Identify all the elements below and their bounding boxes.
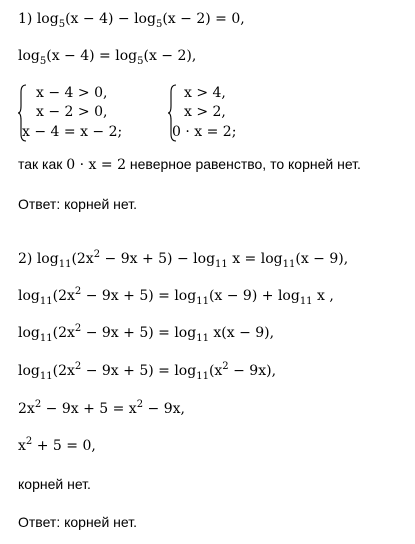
problem2-step5: $x^2 + 5 = 0$, <box>18 436 96 454</box>
problem1-equation: 1) $\log_5(x - 4) - \log_5(x - 2) = 0$, <box>18 11 245 30</box>
problem1-system-2 <box>168 84 278 142</box>
system2-row-2: x > 2, <box>184 104 226 120</box>
system1-row-1: x − 4 > 0, <box>36 85 108 101</box>
problem2-roots: корней нет. <box>18 476 91 492</box>
system2-row-1: x > 4, <box>184 85 226 101</box>
problem2-step4: $2x^2 - 9x + 5 = x^2 - 9x$, <box>18 399 185 417</box>
problem2-equation: 2) $\log_{11}(2x^2 - 9x + 5) - \log_{11} x = \log_{11}(x - 9)$, <box>18 249 349 270</box>
system1-row-3: x − 4 = x − 2; <box>22 124 123 140</box>
system2-row-3: 0 · x = 2; <box>172 124 237 140</box>
problem2-answer: Ответ: корней нет. <box>18 514 137 530</box>
problem2-step2: $\log_{11}(2x^2 - 9x + 5) = \log_{11} x(x - 9)$, <box>18 323 275 344</box>
system1-row-2: x − 2 > 0, <box>36 104 108 120</box>
problem2-step3: $\log_{11}(2x^2 - 9x + 5) = \log_{11}(x^2 - 9x)$, <box>18 361 277 382</box>
problem2-step1: $\log_{11}(2x^2 - 9x + 5) = \log_{11}(x - 9) + \log_{11} x$ , <box>18 286 334 307</box>
problem1-conclusion: так как 0 · x = 2 неверное равенство, то корней нет. <box>18 156 361 173</box>
problem1-number: 1) <box>18 11 33 27</box>
problem1-system-1 <box>18 84 158 142</box>
problem1-step1: $\log_5(x - 4) = \log_5(x - 2)$, <box>18 48 197 67</box>
problem1-answer: Ответ: корней нет. <box>18 196 137 212</box>
